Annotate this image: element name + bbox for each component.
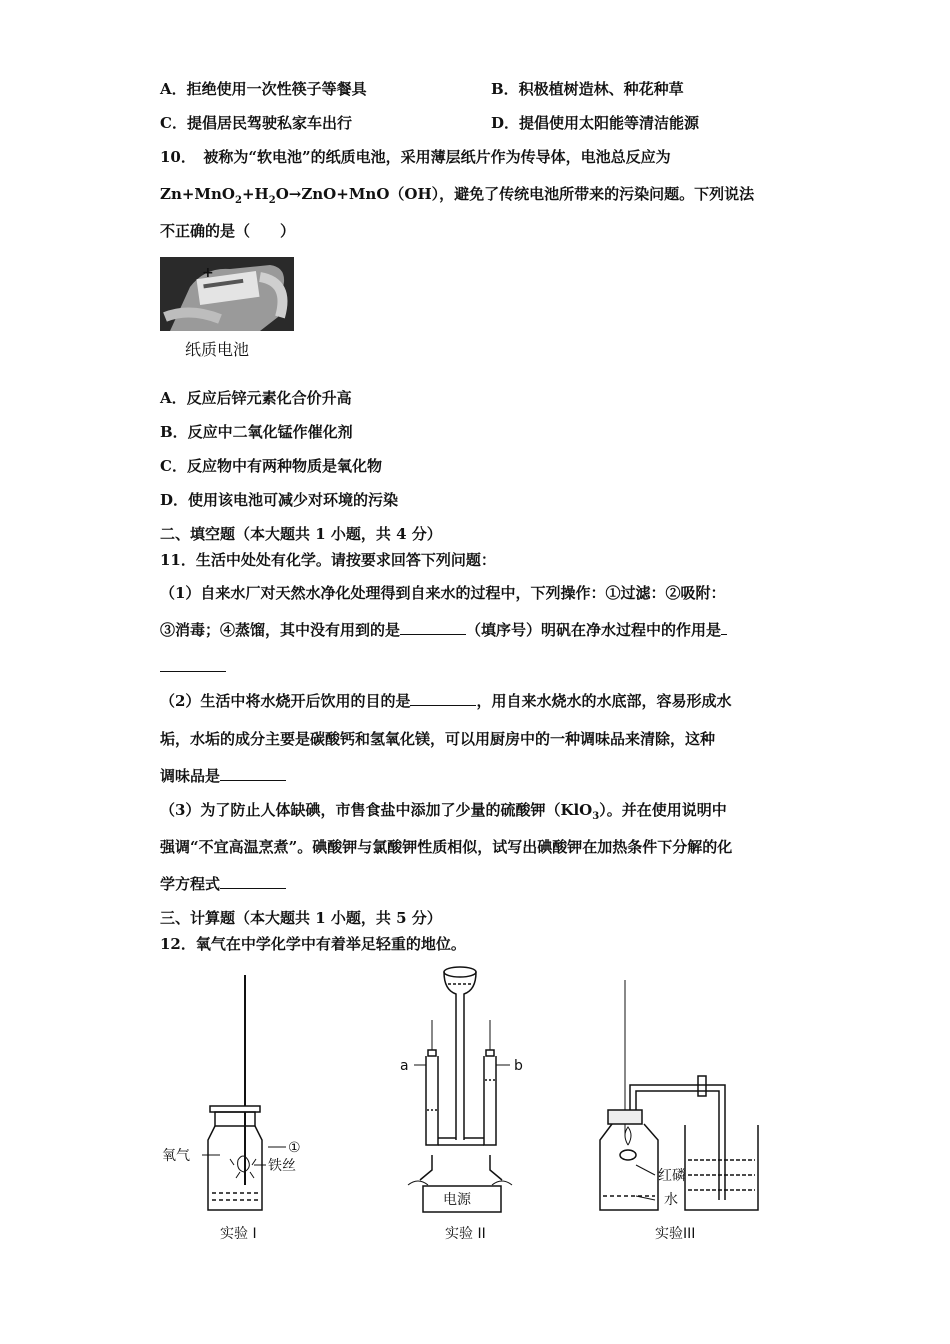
q10-eq-sub-h2o: 2 (268, 195, 276, 206)
paper-battery-caption: 纸质电池 (185, 340, 250, 359)
q10-stem-line3: 不正确的是（ ） (160, 222, 296, 240)
exp2-label-a: a (400, 1058, 409, 1074)
experiment-1-diagram (202, 975, 286, 1210)
q10-equation-line (160, 184, 754, 211)
q11-answer-blank-5[interactable] (220, 874, 286, 889)
q10-eq-part-b: +H (241, 185, 269, 203)
svg-text:+: + (202, 265, 214, 281)
q11-part1-line1: （1）自来水厂对天然水净化处理得到自来水的过程中，下列操作：①过滤：②吸附： (160, 584, 726, 602)
q11-part3-text-b: ）。并在使用说明中 (599, 801, 727, 819)
q11-part3-text-a: （3）为了防止人体缺碘，市售食盐中添加了少量的硫酸钾（KlO (160, 801, 593, 819)
q11-part3-sub3: 3 (592, 811, 600, 822)
q10-option-a: A．反应后锌元素化合价升高 (160, 389, 352, 407)
q11-answer-blank-3[interactable] (410, 691, 476, 706)
experiment-2-diagram (408, 967, 512, 1212)
section2-heading: 二、填空题（本大题共 1 小题，共 4 分） (160, 525, 442, 543)
q10-option-b: B．反应中二氧化锰作催化剂 (160, 423, 353, 441)
exp1-caption: 实验 I (220, 1226, 257, 1242)
exp2-caption: 实验 II (445, 1226, 486, 1242)
q11-stem: 11．生活中处处有化学。请按要求回答下列问题： (160, 551, 496, 569)
q11-answer-blank-2b[interactable] (160, 657, 226, 672)
exp1-iron-wire-label: 铁丝 (268, 1158, 296, 1174)
exp1-oxygen-label: 氧气 (162, 1148, 190, 1164)
q10-option-d: D．使用该电池可减少对环境的污染 (160, 491, 399, 509)
q11-part2-text-a: （2）生活中将水烧开后饮用的目的是 (160, 692, 411, 710)
q11-part2-line2: 垢，水垢的成分主要是碳酸钙和氢氧化镁，可以用厨房中的一种调味品来清除，这种 (160, 730, 716, 748)
q9-option-d: D．提倡使用太阳能等清洁能源 (491, 114, 700, 132)
exp1-marker-1-label: ① (288, 1140, 301, 1156)
q11-answer-blank-2a[interactable] (721, 620, 727, 635)
q10-eq-sub-mno2: 2 (235, 195, 242, 206)
paper-battery-photo (160, 257, 294, 331)
q11-part2-line3 (160, 766, 286, 786)
q11-part3-line3 (160, 874, 286, 894)
exp2-label-b: b (514, 1058, 523, 1074)
q9-option-c: C．提倡居民驾驶私家车出行 (160, 114, 352, 132)
q11-part2-text-b: ，用自来水烧水的水底部，容易形成水 (476, 692, 732, 710)
q11-part1-text-b: （填序号）明矾在净水过程中的作用是 (466, 621, 722, 639)
q11-answer-blank-1[interactable] (400, 620, 466, 635)
q11-part3-line1 (160, 800, 727, 827)
q11-part3-line2: 强调“不宜高温烹煮”。碘酸钾与氯酸钾性质相似，试写出碘酸钾在加热条件下分解的化 (160, 838, 733, 856)
exp3-water-label: 水 (664, 1192, 678, 1208)
q10-stem-line1: 10． 被称为“软电池”的纸质电池，采用薄层纸片作为传导体，电池总反应为 (160, 148, 671, 166)
q11-answer-blank-4[interactable] (220, 766, 286, 781)
q11-part2-line1 (160, 691, 731, 711)
q10-eq-part-a: Zn+MnO (160, 185, 235, 203)
q11-part3-text-c: 学方程式 (160, 875, 221, 893)
section3-heading: 三、计算题（本大题共 1 小题，共 5 分） (160, 909, 442, 927)
q9-option-a: A．拒绝使用一次性筷子等餐具 (160, 80, 367, 98)
q10-eq-part-c: O→ZnO+MnO（OH），避免了传统电池所带来的污染问题。下列说法 (275, 185, 755, 203)
q11-part1-line2 (160, 620, 727, 640)
q10-option-c: C．反应物中有两种物质是氧化物 (160, 457, 382, 475)
q9-option-b: B．积极植树造林、种花种草 (491, 80, 684, 98)
q11-part2-text-c: 调味品是 (160, 767, 221, 785)
exp3-caption: 实验III (655, 1226, 696, 1242)
q11-part1-text-a: ③消毒；④蒸馏，其中没有用到的是 (160, 621, 401, 639)
exp2-power-label: 电源 (443, 1192, 471, 1208)
q11-part1-line3 (160, 657, 226, 677)
q12-stem: 12．氧气在中学化学中有着举足轻重的地位。 (160, 935, 466, 953)
experiments-figure (150, 960, 810, 1250)
exp3-red-phosphorus-label: 红磷 (658, 1168, 686, 1184)
